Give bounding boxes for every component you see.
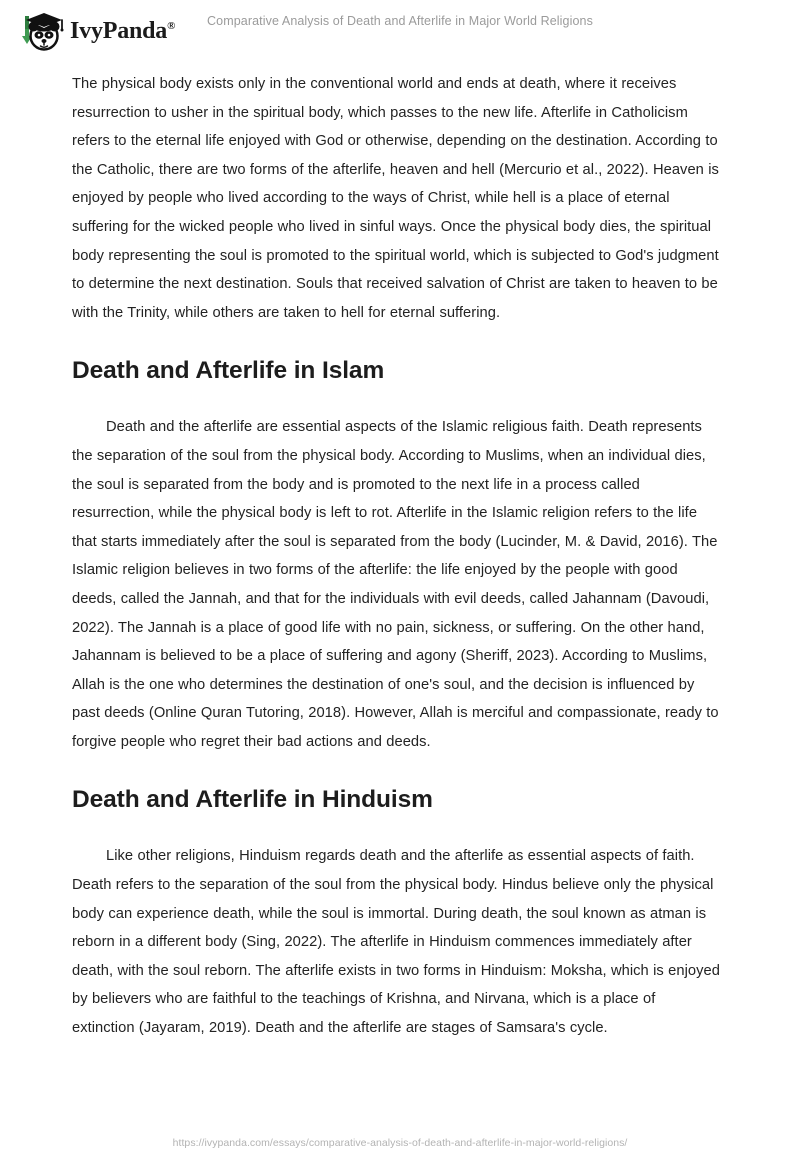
spacer <box>72 756 722 785</box>
page-footer <box>0 1133 800 1151</box>
spacer <box>72 386 722 413</box>
paragraph-hinduism: Like other religions, Hinduism regards death and the afterlife as essential aspects of faith. Death refers to the separation of the soul from the physical body. Hindus believe only the physical body can experience death, while the soul is immortal. During death, the soul known as atman is reborn in a different body (Sing, 2022). The afterlife in Hinduism commences immediately after death, with the soul reborn. The afterlife exists in two forms in Hinduism: Moksha, which is enjoyed by believers who are faithful to the teachings of Krishna, and Nirvana, which is a place of extinction (Jayaram, 2019). Death and the afterlife are stages of Samsara's cycle. <box>72 848 720 1037</box>
page-title: Comparative Analysis of Death and Afterlife in Major World Religions <box>207 14 593 28</box>
heading-death-afterlife-islam: Death and Afterlife in Islam <box>72 357 385 385</box>
spacer <box>72 327 722 356</box>
heading-death-afterlife-hinduism: Death and Afterlife in Hinduism <box>72 786 433 814</box>
brand-name-text: IvyPanda <box>70 17 168 44</box>
document-body <box>72 70 722 1043</box>
spacer <box>72 815 722 842</box>
paragraph-catholicism: The physical body exists only in the conventional world and ends at death, where it receives resurrection to usher in the spiritual body, which passes to the new life. Afterlife in Catholicism refers to the eternal life enjoyed with God or otherwise, depending on the destination. According to the Catholic, there are two forms of the afterlife, heaven and hell (Mercurio et al., 2022). Heaven is enjoyed by people who lived according to the ways of Christ, while hell is a place of eternal suffering for the wicked people who lived in sinful ways. Once the physical body dies, the spiritual body representing the soul is promoted to the spiritual world, which is subjected to God's judgment to determine the next destination. Souls that received salvation of Christ are taken to heaven to be with the Trinity, while others are taken to hell for eternal suffering. <box>72 76 719 321</box>
paragraph-islam: Death and the afterlife are essential aspects of the Islamic religious faith. Death represents the separation of the soul from the physical body. According to Muslims, when an individual dies, the soul is separated from the body and is promoted to the next life in a process called resurrection, while the physical body is left to rot. Afterlife in the Islamic religion refers to the life that starts immediately after the soul is separated from the body (Lucinder, M. & David, 2016). The Islamic religion believes in two forms of the afterlife: the life enjoyed by the people with good deeds, called the Jannah, and that for the individuals with evil deeds, called Jahannam (Davoudi, 2022). The Jannah is a place of good life with no pain, sickness, or suffering. On the other hand, Jahannam is believed to be a place of suffering and agony (Sheriff, 2023). According to Muslims, Allah is the one who determines the destination of one's soul, and the decision is influenced by past deeds (Online Quran Tutoring, 2018). However, Allah is merciful and compassionate, ready to forgive people who regret their bad actions and deeds. <box>72 419 719 750</box>
source-url-link[interactable]: https://ivypanda.com/essays/comparative-analysis-of-death-and-afterlife-in-major-world-religions/ <box>172 1137 628 1149</box>
page-header <box>0 0 800 62</box>
registered-trademark-icon: ® <box>167 19 176 32</box>
